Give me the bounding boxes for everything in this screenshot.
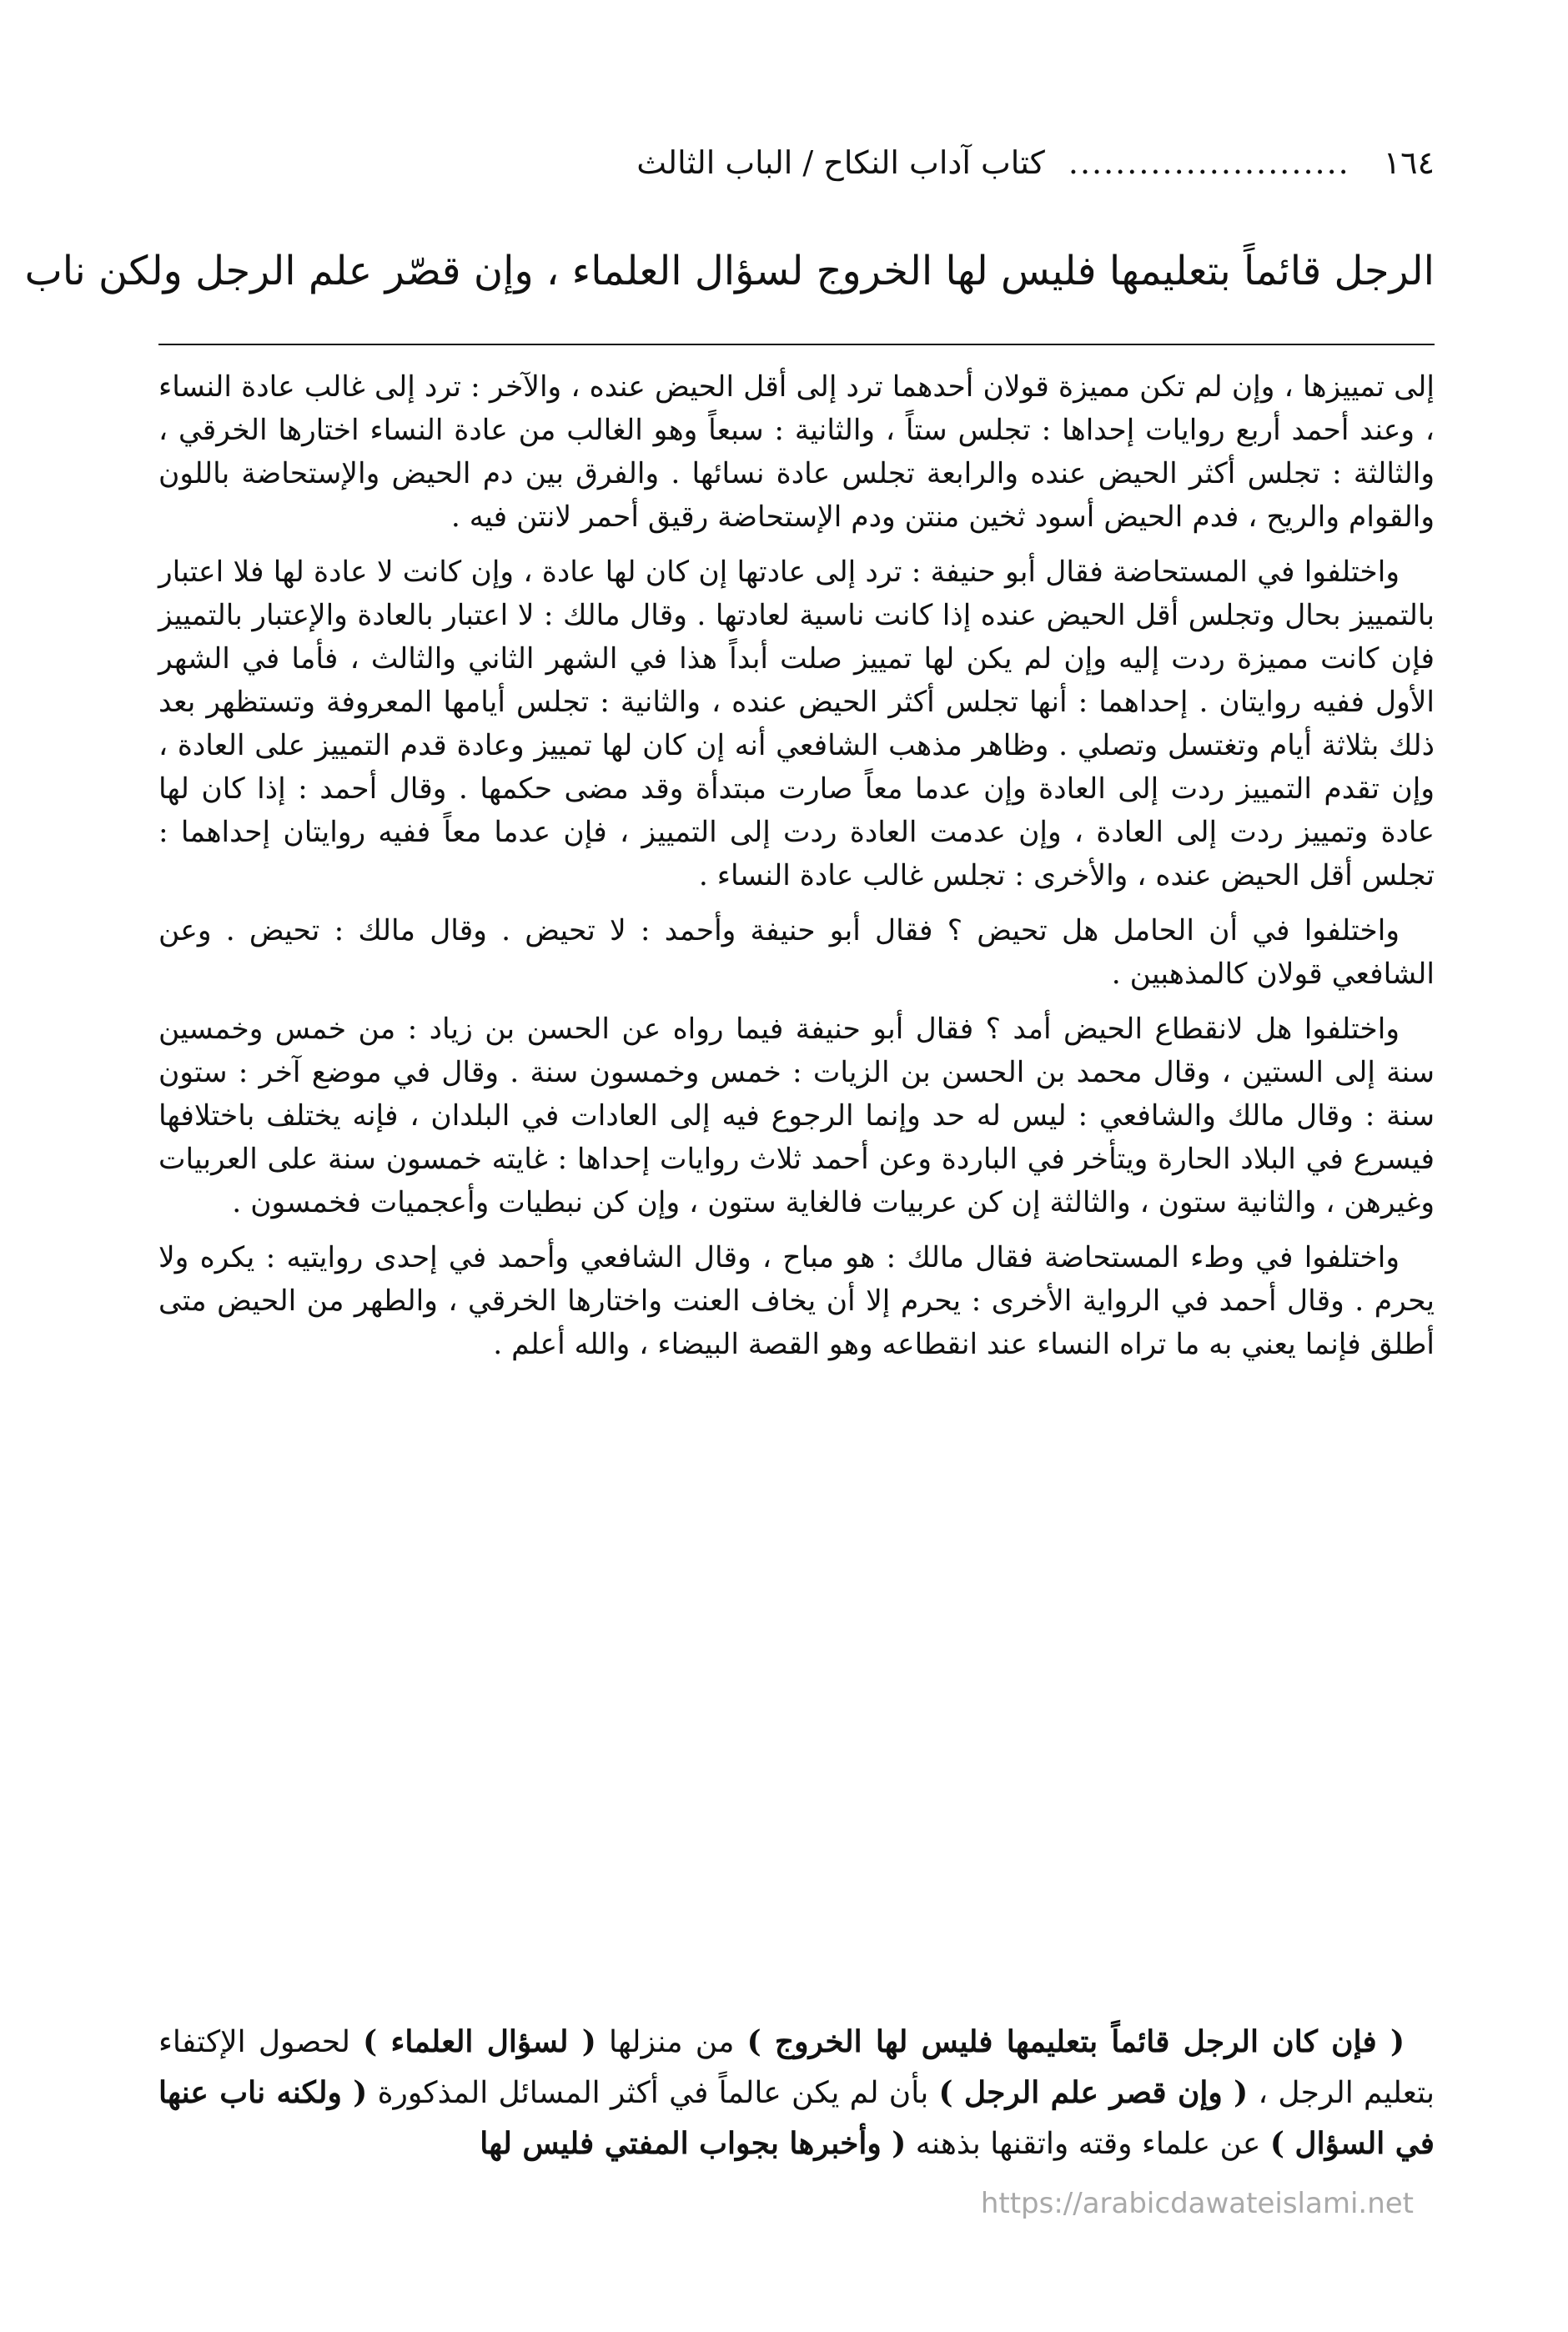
commentary-text: لحصول الإكتفاء بتعليم الرجل ،	[158, 2025, 1435, 2110]
footnotes-block	[158, 365, 1435, 1366]
footnote-paragraph: واختلفوا في وطء المستحاضة فقال مالك : هو مباح ، وقال الشافعي وأحمد في إحدى روايتيه : يكره ولا يحرم . وقال أحمد في الرواية الأخرى : يحرم إلا أن يخاف العنت واختارها الخرقي ، والطهر من الحيض متى أطلق فإنما يعني به ما تراه النساء عند انقطاعه وهو القصة البيضاء ، والله أعلم .	[158, 1241, 1435, 1361]
watermark-url: https://arabicdawateislami.net	[980, 2187, 1414, 2220]
quoted-phrase: ( فإن كان الرجل قائماً بتعليمها فليس لها الخروج )	[746, 2024, 1405, 2059]
header-leader-dots: ........................	[1068, 144, 1350, 181]
quoted-phrase: ( ولكنه ناب عنها في السؤال )	[158, 2075, 1435, 2161]
main-text: الرجل قائماً بتعليمها فليس لها الخروج لسؤال العلماء ، وإن قصّر علم الرجل ولكن ناب	[24, 248, 1435, 294]
footnote-paragraph: واختلفوا في المستحاضة فقال أبو حنيفة : ترد إلى عادتها إن كان لها عادة ، وإن كانت لا عادة لها فلا اعتبار بالتمييز بحال وتجلس أقل الحيض عنده إذا كانت ناسية لعادتها . وقال مالك : لا اعتبار بالعادة والإعتبار بالتمييز فإن كانت مميزة ردت إليه وإن لم يكن لها تمييز صلت أبداً هذا في الشهر الثاني والثالث ، فأما في الشهر الأول ففيه روايتان . إحداهما : أنها تجلس أكثر الحيض عنده ، والثانية : تجلس أيامها المعروفة وتستظهر بعد ذلك بثلاثة أيام وتغتسل وتصلي . وظاهر مذهب الشافعي أنه إن كان لها تمييز وعادة قدم التمييز على العادة ، وإن تقدم التمييز ردت إلى العادة وإن عدما معاً صارت مبتدأة وقد مضى حكمها . وقال أحمد : إذا كان لها عادة وتمييز ردت إلى العادة ، وإن عدمت العادة ردت إلى التمييز ، فإن عدما معاً ففيه روايتان إحداهما : تجلس أقل الحيض عنده ، والأخرى : تجلس غالب عادة النساء .	[158, 555, 1435, 892]
running-title: كتاب آداب النكاح / الباب الثالث	[636, 144, 1045, 181]
footnote-paragraph: واختلفوا في أن الحامل هل تحيض ؟ فقال أبو حنيفة وأحمد : لا تحيض . وقال مالك : تحيض . وعن الشافعي قولان كالمذهبين .	[158, 914, 1435, 991]
commentary-text: من منزلها	[596, 2025, 747, 2059]
commentary-block	[158, 2017, 1435, 2169]
commentary-text: عن علماء وقته واتقنها بذهنه	[906, 2127, 1270, 2161]
quoted-phrase: ( لسؤال العلماء )	[363, 2024, 596, 2059]
quoted-phrase: ( وأخبرها بجواب المفتي فليس لها	[480, 2126, 907, 2161]
page-number: ١٦٤	[1383, 144, 1435, 181]
commentary-text: بأن لم يكن عالماً في أكثر المسائل المذكورة	[367, 2076, 939, 2110]
page-header	[158, 133, 1435, 192]
separator-rule	[158, 344, 1435, 345]
footnote-paragraph: إلى تمييزها ، وإن لم تكن مميزة قولان أحدهما ترد إلى أقل الحيض عنده ، والآخر : ترد إلى غالب عادة النساء ، وعند أحمد أربع روايات إحداها : تجلس ستاً ، والثانية : سبعاً وهو الغالب من عادة النساء اختارها الخرقي ، والثالثة : تجلس أكثر الحيض عنده والرابعة تجلس عادة نسائها . والفرق بين دم الحيض والإستحاضة باللون والقوام والريح ، فدم الحيض أسود ثخين منتن ودم الإستحاضة رقيق أحمر لانتن فيه .	[158, 370, 1435, 534]
quoted-phrase: ( وإن قصر علم الرجل )	[938, 2075, 1249, 2110]
footnote-paragraph: واختلفوا هل لانقطاع الحيض أمد ؟ فقال أبو حنيفة فيما رواه عن الحسن بن زياد : من خمس وخمسين سنة إلى الستين ، وقال محمد بن الحسن بن الزيات : خمس وخمسون سنة . وقال في موضع آخر : ستون سنة : وقال مالك والشافعي : ليس له حد وإنما الرجوع فيه إلى العادات في البلدان ، فإنه يختلف باختلافها فيسرع في البلاد الحارة ويتأخر في الباردة وعن أحمد ثلاث روايات إحداها : غايته خمسون سنة على العربيات وغيرهن ، والثانية ستون ، والثالثة إن كن عربيات فالغاية ستون ، وإن كن نبطيات وأعجميات فخمسون .	[158, 1013, 1435, 1219]
